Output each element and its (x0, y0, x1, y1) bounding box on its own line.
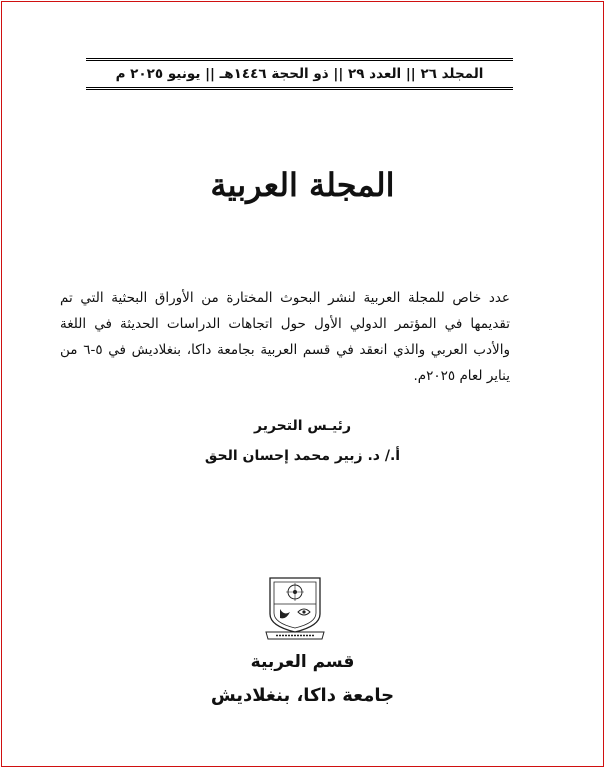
journal-title: المجلة العربية (210, 166, 395, 204)
issue-description: عدد خاص للمجلة العربية لنشر البحوث المختارة من الأوراق البحثية التي تم تقديمها في المؤتمر الدولي الأول حول اتجاهات الدراسات الحديثة في اللغة والأدب العربي والذي انعقد في قسم العربية بجامعة داكا، بنغلاديش في ٥-٦ من يناير لعام ٢٠٢٥م. (60, 290, 510, 384)
university-seal-icon (262, 572, 328, 640)
header-rule-top-inner (86, 60, 513, 61)
university-name: جامعة داكا، بنغلاديش (210, 685, 395, 706)
header-rule-bottom (86, 87, 513, 88)
editor-in-chief-label: رئيـس التحرير (253, 418, 351, 434)
editor-in-chief-name: أ./ د. زبير محمد إحسان الحق (204, 448, 401, 464)
header-rule-bottom-inner (86, 89, 513, 90)
issue-info-line: المجلد ٢٦ || العدد ٢٩ || ذو الحجة ١٤٤٦هـ || يونيو ٢٠٢٥ م (115, 66, 484, 82)
header-rule-top (86, 58, 513, 59)
department-name: قسم العربية (250, 652, 355, 672)
